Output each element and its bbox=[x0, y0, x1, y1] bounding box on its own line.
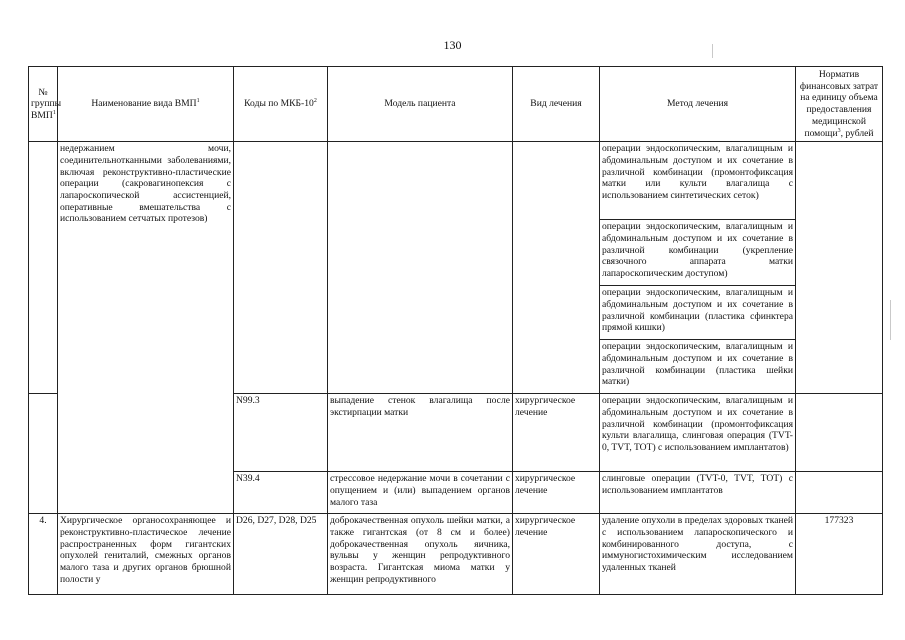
treatment-method-text: удаление опухоли в пределах здоровых тканей с использованием лапароскопического и комбинированного доступа, с иммуногистохимическим исследованием удаленных тканей bbox=[602, 515, 793, 574]
treatment-method-cell: слинговые операции (TVT-0, TVT, TOT) с использованием имплантатов bbox=[600, 472, 796, 514]
treatment-method-cell: операции эндоскопическим, влагалищным и абдоминальным доступом и их сочетание в различной комбинации (пластика шейки матки) bbox=[600, 340, 796, 394]
header-treatment-method: Метод лечения bbox=[600, 67, 796, 142]
mkb-code-text: D26, D27, D28, D25 bbox=[236, 515, 317, 527]
group-number-cell bbox=[29, 142, 58, 394]
group-number-cell bbox=[29, 514, 58, 595]
cost-norm-value: 177323 bbox=[824, 515, 854, 527]
header-row bbox=[29, 67, 883, 142]
mkb-code-cell: N99.3 bbox=[234, 394, 328, 472]
header-treatment-type: Вид лечения bbox=[513, 67, 600, 142]
vmp-name-cell bbox=[58, 514, 234, 595]
patient-model-cell: стрессовое недержание мочи в сочетании с опущением и (или) выпадением органов малого таза bbox=[328, 472, 513, 514]
patient-model-text: доброкачественная опухоль шейки матки, а также гигантская (от 8 см и более) доброкачественная опухоль яичника, вульвы у женщин репродуктивного возраста. Гигантская миома матки у женщин репродуктивного bbox=[330, 515, 510, 585]
treatment-type-cell: хирургическое лечение bbox=[513, 394, 600, 472]
page-number: 130 bbox=[443, 38, 462, 52]
patient-model-cell: выпадение стенок влагалища после экстирпации матки bbox=[328, 394, 513, 472]
cost-norm-cell bbox=[796, 394, 883, 472]
treatment-method-cell: операции эндоскопическим, влагалищным и абдоминальным доступом и их сочетание в различной комбинации (промонтофиксация матки или культи влагалища с использованием синтетических сеток) bbox=[600, 142, 796, 220]
mkb-code-cell bbox=[234, 514, 328, 595]
cost-norm-cell bbox=[796, 472, 883, 514]
vmp-name-text: Хирургическое органосохраняющее и реконструктивно-пластическое лечение распространенных форм гигантских опухолей гениталий, смежных органов малого таза и других органов брюшной полости у bbox=[60, 515, 231, 585]
treatment-type-text: хирургическое лечение bbox=[515, 515, 576, 538]
treatment-method-cell: операции эндоскопическим, влагалищным и абдоминальным доступом и их сочетание в различной комбинации (укрепление связочного аппарата матки лапароскопическим доступом) bbox=[600, 220, 796, 286]
group-number: 4. bbox=[39, 515, 47, 527]
mkb-code-cell: N39.4 bbox=[234, 472, 328, 514]
treatment-method-cell bbox=[600, 514, 796, 595]
header-mkb-codes: Коды по МКБ-$10^2$ bbox=[234, 67, 328, 142]
patient-model-cell bbox=[328, 142, 513, 394]
scan-artifact bbox=[890, 300, 891, 340]
treatment-method-cell: операции эндоскопическим, влагалищным и абдоминальным доступом и их сочетание в различной комбинации (промонтофиксация культи влагалища, слинговая операция (TVT-0, TVT, TOT) с использованием имплантатов) bbox=[600, 394, 796, 472]
treatment-type-cell: хирургическое лечение bbox=[513, 472, 600, 514]
header-group-number: № группы ВМП$^1$ bbox=[29, 67, 58, 142]
treatment-type-cell bbox=[513, 514, 600, 595]
table-row bbox=[29, 514, 883, 595]
scan-artifact bbox=[712, 44, 713, 58]
header-vmp-name: Наименование вида ВМП$^1$ bbox=[58, 67, 234, 142]
cost-norm-cell bbox=[796, 142, 883, 394]
group-number-cell bbox=[29, 394, 58, 514]
header-patient-model: Модель пациента bbox=[328, 67, 513, 142]
treatment-type-cell bbox=[513, 142, 600, 394]
vmp-name-cell: недержанием мочи, соединительнотканными заболеваниями, включая реконструктивно-пластические операции (сакровагинопексия с лапароскопической ассистенцией, оперативные вмешательства с использованием сетчатых протезов) bbox=[58, 142, 234, 514]
header-cost-norm: Норматив финансовых затрат на единицу объема предоставления медицинской помощи$^3$, рублей bbox=[796, 67, 883, 142]
vmp-table bbox=[28, 66, 883, 595]
cost-norm-cell bbox=[796, 514, 883, 595]
treatment-method-cell: операции эндоскопическим, влагалищным и абдоминальным доступом и их сочетание в различной комбинации (пластика сфинктера прямой кишки) bbox=[600, 286, 796, 340]
mkb-code-cell bbox=[234, 142, 328, 394]
patient-model-cell bbox=[328, 514, 513, 595]
table-row bbox=[29, 142, 883, 220]
